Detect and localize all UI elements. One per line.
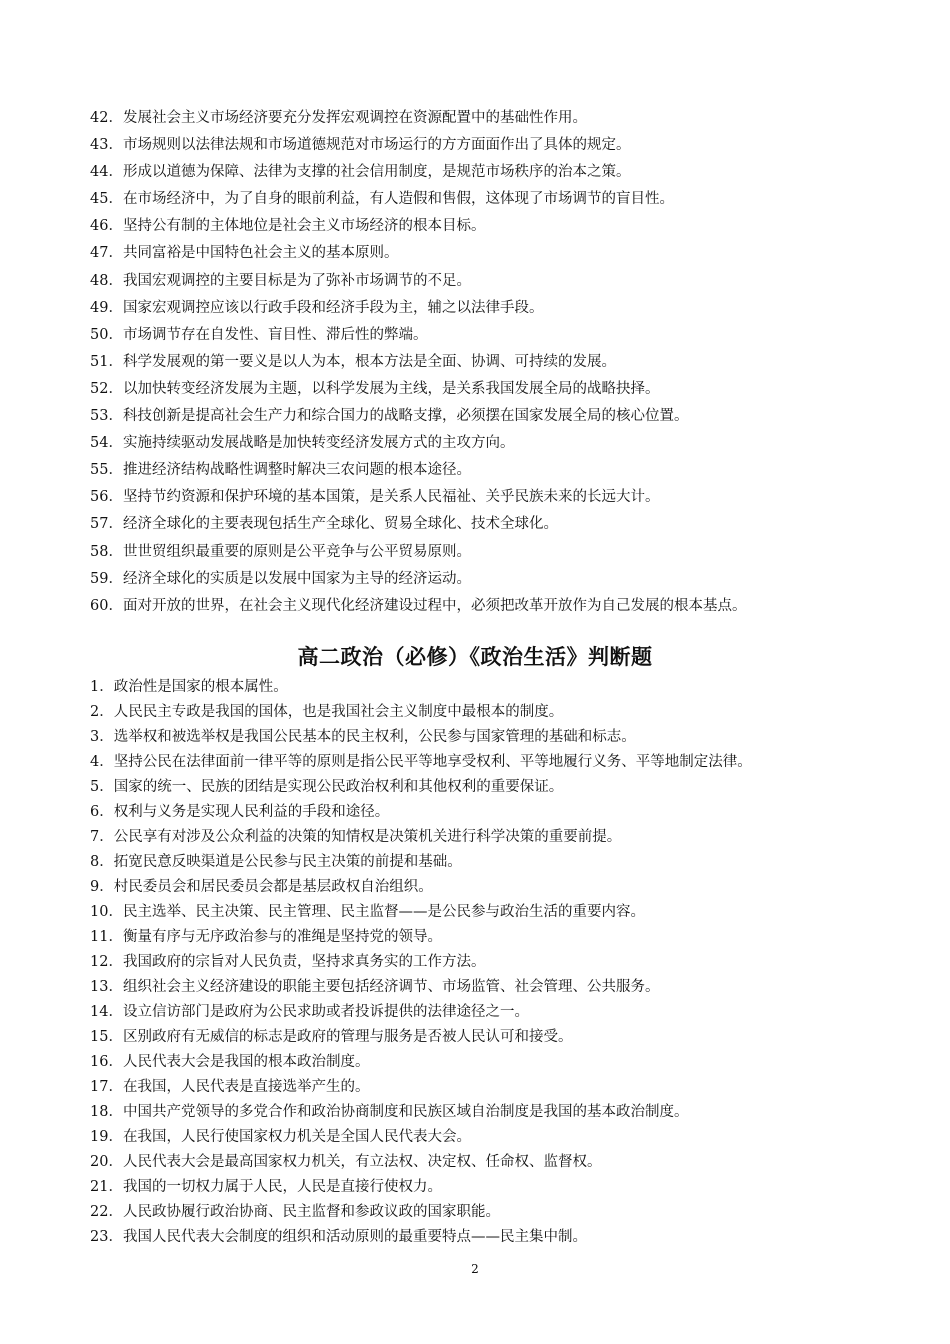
list-item: 44．形成以道德为保障、法律为支撑的社会信用制度，是规范市场秩序的治本之策。 — [90, 164, 631, 181]
list-item: 7．公民享有对涉及公众利益的决策的知情权是决策机关进行科学决策的重要前提。 — [90, 829, 622, 845]
list-item: 22．人民政协履行政治协商、民主监督和参政议政的国家职能。 — [90, 1204, 500, 1220]
list-item: 50．市场调节存在自发性、盲目性、滞后性的弊端。 — [90, 326, 428, 343]
list-item: 42．发展社会主义市场经济要充分发挥宏观调控在资源配置中的基础性作用。 — [90, 110, 587, 126]
list-item: 57．经济全球化的主要表现包括生产全球化、贸易全球化、技术全球化。 — [90, 516, 558, 533]
list-item: 2．人民民主专政是我国的国体，也是我国社会主义制度中最根本的制度。 — [90, 704, 564, 720]
list-item: 14．设立信访部门是政府为公民求助或者投诉提供的法律途径之一。 — [90, 1004, 529, 1020]
list-item: 6．权利与义务是实现人民利益的手段和途径。 — [90, 804, 390, 820]
list-item: 11．衡量有序与无序政治参与的准绳是坚持党的领导。 — [90, 929, 442, 945]
list-item: 56．坚持节约资源和保护环境的基本国策，是关系人民福祉、关乎民族未来的长远大计。 — [90, 489, 660, 506]
list-item: 17．在我国，人民代表是直接选举产生的。 — [90, 1079, 370, 1095]
list-item: 60．面对开放的世界，在社会主义现代化经济建设过程中，必须把改革开放作为自己发展的根本基点。 — [90, 597, 747, 614]
list-item: 15．区别政府有无威信的标志是政府的管理与服务是否被人民认可和接受。 — [90, 1029, 573, 1045]
list-item: 3．选举权和被选举权是我国公民基本的民主权利，公民参与国家管理的基础和标志。 — [90, 729, 636, 745]
list-item: 21．我国的一切权力属于人民，人民是直接行使权力。 — [90, 1179, 442, 1195]
list-item: 1．政治性是国家的根本属性。 — [90, 679, 288, 695]
list-item: 9．村民委员会和居民委员会都是基层政权自治组织。 — [90, 879, 433, 895]
list-item: 10．民主选举、民主决策、民主管理、民主监督——是公民参与政治生活的重要内容。 — [90, 904, 645, 920]
list-item: 58．世世贸组织最重要的原则是公平竞争与公平贸易原则。 — [90, 543, 471, 560]
list-item: 19．在我国，人民行使国家权力机关是全国人民代表大会。 — [90, 1129, 471, 1145]
list-item: 18．中国共产党领导的多党合作和政治协商制度和民族区域自治制度是我国的基本政治制度。 — [90, 1104, 689, 1120]
list-item: 54．实施持续驱动发展战略是加快转变经济发展方式的主攻方向。 — [90, 435, 515, 452]
statement-list-politics — [90, 675, 870, 1250]
list-item: 20．人民代表大会是最高国家权力机关，有立法权、决定权、任命权、监督权。 — [90, 1154, 602, 1170]
page-number: 2 — [471, 1262, 479, 1276]
list-item: 46．坚持公有制的主体地位是社会主义市场经济的根本目标。 — [90, 218, 486, 235]
section-heading: 高二政治（必修）《政治生活》判断题 — [297, 645, 653, 669]
list-item: 49．国家宏观调控应该以行政手段和经济手段为主，辅之以法律手段。 — [90, 299, 544, 316]
list-item: 47．共同富裕是中国特色社会主义的基本原则。 — [90, 245, 399, 262]
list-item: 48．我国宏观调控的主要目标是为了弥补市场调节的不足。 — [90, 272, 471, 289]
list-item: 55．推进经济结构战略性调整时解决三农问题的根本途径。 — [90, 462, 471, 479]
list-item: 16．人民代表大会是我国的根本政治制度。 — [90, 1054, 370, 1070]
list-item: 13．组织社会主义经济建设的职能主要包括经济调节、市场监管、社会管理、公共服务。 — [90, 979, 660, 995]
list-item: 52．以加快转变经济发展为主题，以科学发展为主线，是关系我国发展全局的战略抉择。 — [90, 380, 660, 397]
list-item: 5．国家的统一、民族的团结是实现公民政治权利和其他权利的重要保证。 — [90, 779, 564, 795]
list-item: 53．科技创新是提高社会生产力和综合国力的战略支撑，必须摆在国家发展全局的核心位置。 — [90, 408, 689, 425]
list-item: 23．我国人民代表大会制度的组织和活动原则的最重要特点——民主集中制。 — [90, 1229, 587, 1245]
statement-list-economics — [90, 105, 870, 620]
list-item: 43．市场规则以法律法规和市场道德规范对市场运行的方方面面作出了具体的规定。 — [90, 137, 631, 154]
list-item: 4．坚持公民在法律面前一律平等的原则是指公民平等地享受权利、平等地履行义务、平等地制定法律。 — [90, 754, 752, 770]
list-item: 51．科学发展观的第一要义是以人为本，根本方法是全面、协调、可持续的发展。 — [90, 353, 616, 370]
list-item: 8．拓宽民意反映渠道是公民参与民主决策的前提和基础。 — [90, 854, 462, 870]
list-item: 45．在市场经济中，为了自身的眼前利益，有人造假和售假，这体现了市场调节的盲目性。 — [90, 191, 674, 208]
list-item: 59．经济全球化的实质是以发展中国家为主导的经济运动。 — [90, 570, 471, 587]
list-item: 12．我国政府的宗旨对人民负责，坚持求真务实的工作方法。 — [90, 954, 486, 970]
